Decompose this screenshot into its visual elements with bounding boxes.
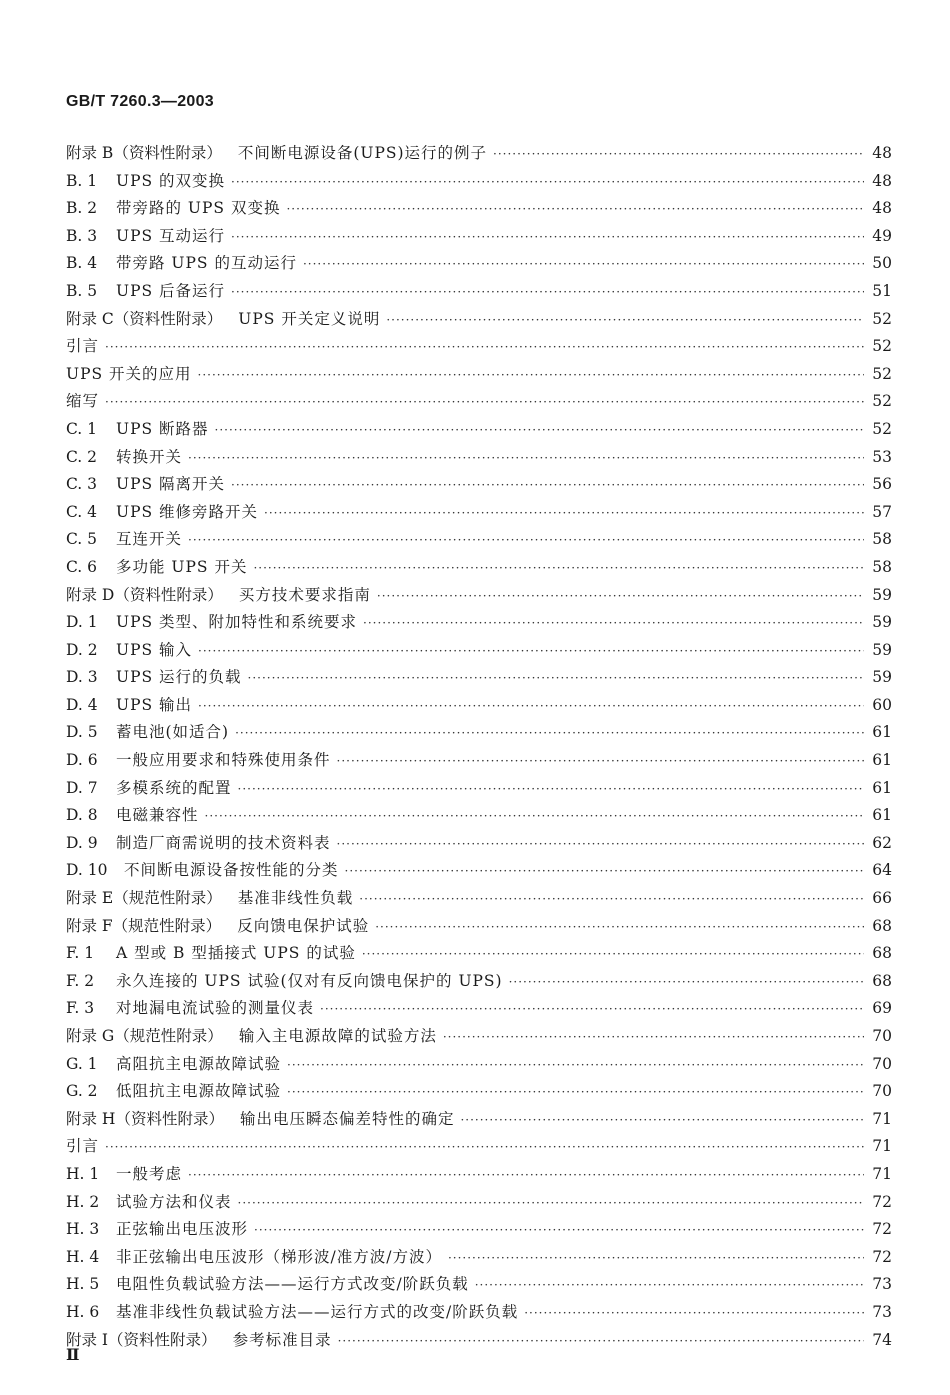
toc-title: 互连开关 [116, 530, 183, 549]
toc-leader-dots [198, 362, 864, 390]
toc-page-number: 73 [872, 1302, 892, 1321]
toc-entry[interactable] [66, 1051, 892, 1079]
toc-section-number: H. 2 [66, 1192, 100, 1211]
toc-entry[interactable] [66, 1216, 892, 1244]
toc-leader-dots [235, 720, 864, 748]
toc-entry[interactable] [66, 913, 892, 941]
page-number: Ⅱ [66, 1345, 80, 1364]
toc-title: 输出电压瞬态偏差特性的确定 [239, 1109, 455, 1128]
toc-title: 缩写 [66, 392, 100, 411]
toc-title: 高阻抗主电源故障试验 [116, 1054, 282, 1073]
toc-entry[interactable] [66, 802, 892, 830]
toc-section-number: H. 5 [66, 1275, 100, 1294]
toc-entry[interactable] [66, 1244, 892, 1272]
toc-entry[interactable] [66, 692, 892, 720]
toc-title: 不间断电源设备(UPS)运行的例子 [237, 144, 488, 162]
toc-section-number: C. 3 [66, 475, 98, 494]
toc-leader-dots [287, 1052, 864, 1080]
toc-title: 低阻抗主电源故障试验 [116, 1082, 282, 1101]
toc-page-number: 59 [872, 613, 892, 632]
toc-title: 引言 [66, 1137, 100, 1156]
toc-leader-dots [338, 1328, 864, 1356]
toc-page-number: 61 [872, 723, 892, 742]
toc-leader-dots [286, 196, 864, 224]
toc-entry[interactable] [66, 637, 892, 665]
toc-section-number: D. 7 [66, 778, 98, 797]
toc-leader-dots [460, 1107, 864, 1135]
toc-title: 反向馈电保护试验 [237, 916, 370, 935]
toc-page-number: 70 [872, 1082, 892, 1101]
toc-section-number: C. 5 [66, 530, 98, 549]
toc-entry[interactable] [66, 388, 892, 416]
toc-page-number: 70 [872, 1054, 892, 1073]
toc-entry[interactable] [66, 775, 892, 803]
toc-page-number: 58 [872, 557, 892, 576]
toc-title: UPS 开关定义说明 [238, 309, 381, 328]
toc-leader-dots [337, 831, 864, 859]
toc-section-number: 附录 D（资料性附录） [66, 585, 223, 604]
toc-page-number: 72 [872, 1192, 892, 1211]
toc-entry[interactable] [66, 140, 892, 168]
toc-section-number: C. 6 [66, 557, 98, 576]
toc-section-number: D. 3 [66, 668, 98, 687]
toc-leader-dots [231, 472, 864, 500]
toc-entry[interactable] [66, 995, 892, 1023]
toc-entry[interactable] [66, 1133, 892, 1161]
toc-entry[interactable] [66, 747, 892, 775]
toc-section-number: H. 6 [66, 1302, 100, 1321]
toc-leader-dots [188, 1162, 864, 1190]
toc-leader-dots [231, 169, 864, 197]
toc-leader-dots [188, 527, 864, 555]
toc-leader-dots [493, 141, 864, 169]
toc-section-number: D. 10 [66, 861, 108, 880]
toc-section-number: 附录 E（规范性附录） [66, 889, 222, 908]
toc-leader-dots [345, 858, 864, 886]
toc-section-number: C. 2 [66, 447, 98, 466]
toc-entry[interactable] [66, 416, 892, 444]
toc-title: 参考标准目录 [232, 1330, 332, 1349]
toc-page-number: 56 [872, 475, 892, 494]
toc-title: 基准非线性负载 [237, 889, 354, 908]
toc-title: UPS 隔离开关 [116, 475, 226, 494]
toc-leader-dots [248, 665, 864, 693]
toc-page-number: 71 [872, 1137, 892, 1156]
toc-page-number: 74 [872, 1330, 892, 1349]
toc-page-number: 68 [872, 971, 892, 990]
toc-title: 基准非线性负载试验方法——运行方式的改变/阶跃负载 [116, 1302, 519, 1321]
toc-page-number: 64 [872, 861, 892, 880]
toc-section-number: F. 1 [66, 944, 95, 963]
toc-entry[interactable] [66, 361, 892, 389]
toc-entry[interactable] [66, 1327, 892, 1355]
toc-title: UPS 维修旁路开关 [116, 502, 259, 521]
toc-entry[interactable] [66, 168, 892, 196]
toc-leader-dots [377, 583, 864, 611]
toc-section-number: 附录 B（资料性附录） [66, 144, 222, 162]
toc-entry[interactable] [66, 582, 892, 610]
toc-entry[interactable] [66, 1023, 892, 1051]
toc-page-number: 52 [872, 337, 892, 356]
toc-page-number: 48 [872, 144, 892, 162]
toc-section-number: H. 4 [66, 1247, 100, 1266]
toc-title: 电阻性负载试验方法——运行方式改变/阶跃负载 [116, 1275, 469, 1294]
toc-section-number: F. 3 [66, 999, 95, 1018]
toc-title: UPS 互动运行 [116, 226, 226, 245]
toc-title: 制造厂商需说明的技术资料表 [116, 833, 331, 852]
toc-leader-dots [198, 638, 864, 666]
toc-title: A 型或 B 型插接式 UPS 的试验 [116, 944, 356, 963]
toc-leader-dots [386, 307, 864, 335]
toc-leader-dots [475, 1272, 864, 1300]
toc-title: 多模系统的配置 [116, 778, 232, 797]
toc-entry[interactable] [66, 830, 892, 858]
toc-entry[interactable] [66, 1189, 892, 1217]
toc-section-number: D. 1 [66, 613, 98, 632]
toc-leader-dots [215, 417, 864, 445]
toc-leader-dots [253, 555, 864, 583]
toc-title: 带旁路的 UPS 双变换 [116, 199, 281, 218]
toc-title: UPS 类型、附加特性和系统要求 [116, 613, 358, 632]
toc-title: UPS 输出 [116, 695, 193, 714]
toc-page-number: 61 [872, 806, 892, 825]
toc-section-number: G. 2 [66, 1082, 98, 1101]
toc-leader-dots [375, 914, 864, 942]
toc-section-number: 附录 C（资料性附录） [66, 309, 223, 328]
toc-section-number: D. 2 [66, 640, 98, 659]
toc-entry[interactable] [66, 1299, 892, 1327]
toc-entry[interactable] [66, 857, 892, 885]
toc-title: 对地漏电流试验的测量仪表 [116, 999, 315, 1018]
toc-entry[interactable] [66, 526, 892, 554]
toc-title: 试验方法和仪表 [116, 1192, 232, 1211]
toc-section-number: C. 4 [66, 502, 98, 521]
toc-section-number: B. 4 [66, 254, 98, 273]
toc-title: 带旁路 UPS 的互动运行 [116, 254, 297, 273]
toc-entry[interactable] [66, 885, 892, 913]
toc-entry[interactable] [66, 250, 892, 278]
toc-entry[interactable] [66, 223, 892, 251]
toc-title: 非正弦输出电压波形（梯形波/准方波/方波） [116, 1247, 442, 1266]
toc-entry[interactable] [66, 664, 892, 692]
toc-entry[interactable] [66, 444, 892, 472]
toc-section-number: C. 1 [66, 419, 98, 438]
toc-section-number: 附录 H（资料性附录） [66, 1109, 224, 1128]
toc-section-number: D. 4 [66, 695, 98, 714]
toc-section-number: H. 1 [66, 1164, 100, 1183]
toc-title: UPS 的双变换 [116, 171, 226, 190]
toc-section-number: D. 6 [66, 751, 98, 770]
toc-title: 一般应用要求和特殊使用条件 [116, 751, 331, 770]
toc-page-number: 53 [872, 447, 892, 466]
toc-page-number: 60 [872, 695, 892, 714]
toc-leader-dots [337, 748, 864, 776]
toc-leader-dots [320, 996, 864, 1024]
toc-entry[interactable] [66, 278, 892, 306]
toc-leader-dots [238, 776, 864, 804]
toc-entry[interactable] [66, 1078, 892, 1106]
toc-page-number: 51 [872, 281, 892, 300]
toc-leader-dots [231, 279, 864, 307]
toc-title: 引言 [66, 337, 100, 356]
toc-section-number: H. 3 [66, 1220, 100, 1239]
toc-section-number: D. 8 [66, 806, 98, 825]
toc-entry[interactable] [66, 471, 892, 499]
toc-section-number: D. 5 [66, 723, 98, 742]
toc-page-number: 61 [872, 778, 892, 797]
toc-entry[interactable] [66, 719, 892, 747]
toc-title: UPS 输入 [116, 640, 193, 659]
toc-title: 转换开关 [116, 447, 183, 466]
toc-entry[interactable] [66, 306, 892, 334]
toc-entry[interactable] [66, 968, 892, 996]
toc-leader-dots [303, 251, 864, 279]
toc-page-number: 52 [872, 419, 892, 438]
toc-section-number: F. 2 [66, 971, 95, 990]
toc-page-number: 70 [872, 1027, 892, 1045]
toc-section-number: B. 1 [66, 171, 98, 190]
toc-title: 一般考虑 [116, 1164, 183, 1183]
toc-section-number: 附录 I（资料性附录） [66, 1330, 217, 1349]
toc-page-number: 68 [872, 944, 892, 963]
toc-page-number: 50 [872, 254, 892, 273]
toc-page-number: 66 [872, 889, 892, 908]
toc-title: 蓄电池(如适合) [116, 723, 230, 742]
toc-title: 多功能 UPS 开关 [116, 557, 248, 576]
toc-entry[interactable] [66, 554, 892, 582]
toc-page-number: 57 [872, 502, 892, 521]
toc-section-number: 附录 G（规范性附录） [66, 1027, 223, 1045]
toc-leader-dots [105, 1134, 864, 1162]
toc-section-number: D. 9 [66, 833, 98, 852]
toc-section-number: G. 1 [66, 1054, 98, 1073]
toc-page-number: 58 [872, 530, 892, 549]
toc-page-number: 52 [872, 392, 892, 411]
toc-entry[interactable] [66, 195, 892, 223]
toc-leader-dots [198, 693, 864, 721]
toc-page-number: 68 [872, 916, 892, 935]
toc-entry[interactable] [66, 609, 892, 637]
toc-page-number: 52 [872, 309, 892, 328]
toc-page-number: 48 [872, 199, 892, 218]
toc-page-number: 72 [872, 1220, 892, 1239]
toc-page-number: 59 [872, 668, 892, 687]
toc-page-number: 62 [872, 833, 892, 852]
toc-leader-dots [254, 1217, 864, 1245]
toc-page-number: 52 [872, 364, 892, 383]
toc-leader-dots [188, 445, 864, 473]
toc-title: 正弦输出电压波形 [116, 1220, 249, 1239]
toc-leader-dots [448, 1245, 864, 1273]
toc-entry[interactable] [66, 499, 892, 527]
toc-leader-dots [205, 803, 864, 831]
toc-title: 买方技术要求指南 [238, 585, 371, 604]
toc-leader-dots [264, 500, 864, 528]
toc-page-number: 48 [872, 171, 892, 190]
toc-title: 永久连接的 UPS 试验(仅对有反向馈电保护的 UPS) [116, 971, 503, 990]
toc-title: UPS 运行的负载 [116, 668, 242, 687]
toc-page-number: 59 [872, 585, 892, 604]
toc-leader-dots [362, 941, 864, 969]
toc-leader-dots [238, 1190, 864, 1218]
table-of-contents [66, 140, 892, 1354]
toc-page-number: 59 [872, 640, 892, 659]
toc-leader-dots [524, 1300, 864, 1328]
toc-section-number: 附录 F（规范性附录） [66, 916, 222, 935]
toc-page-number: 71 [872, 1109, 892, 1128]
toc-leader-dots [105, 334, 864, 362]
toc-leader-dots [509, 969, 864, 997]
toc-title: 电磁兼容性 [116, 806, 199, 825]
toc-leader-dots [359, 886, 864, 914]
toc-section-number: B. 2 [66, 199, 98, 218]
standard-code-header: GB/T 7260.3—2003 [66, 93, 214, 110]
toc-page-number: 69 [872, 999, 892, 1018]
toc-entry[interactable] [66, 1106, 892, 1134]
toc-title: 不间断电源设备按性能的分类 [124, 861, 339, 880]
toc-entry[interactable] [66, 940, 892, 968]
toc-section-number: B. 3 [66, 226, 98, 245]
toc-page-number: 73 [872, 1275, 892, 1294]
toc-page-number: 61 [872, 751, 892, 770]
toc-entry[interactable] [66, 333, 892, 361]
toc-leader-dots [105, 389, 864, 417]
toc-page-number: 72 [872, 1247, 892, 1266]
toc-page-number: 71 [872, 1164, 892, 1183]
toc-title: 输入主电源故障的试验方法 [238, 1027, 437, 1045]
toc-title: UPS 断路器 [116, 419, 209, 438]
toc-leader-dots [363, 610, 864, 638]
toc-leader-dots [231, 224, 864, 252]
toc-title: UPS 开关的应用 [66, 364, 192, 383]
toc-title: UPS 后备运行 [116, 281, 226, 300]
toc-section-number: B. 5 [66, 281, 98, 300]
toc-page-number: 49 [872, 226, 892, 245]
toc-leader-dots [443, 1024, 864, 1052]
toc-entry[interactable] [66, 1271, 892, 1299]
toc-entry[interactable] [66, 1161, 892, 1189]
toc-leader-dots [287, 1079, 864, 1107]
